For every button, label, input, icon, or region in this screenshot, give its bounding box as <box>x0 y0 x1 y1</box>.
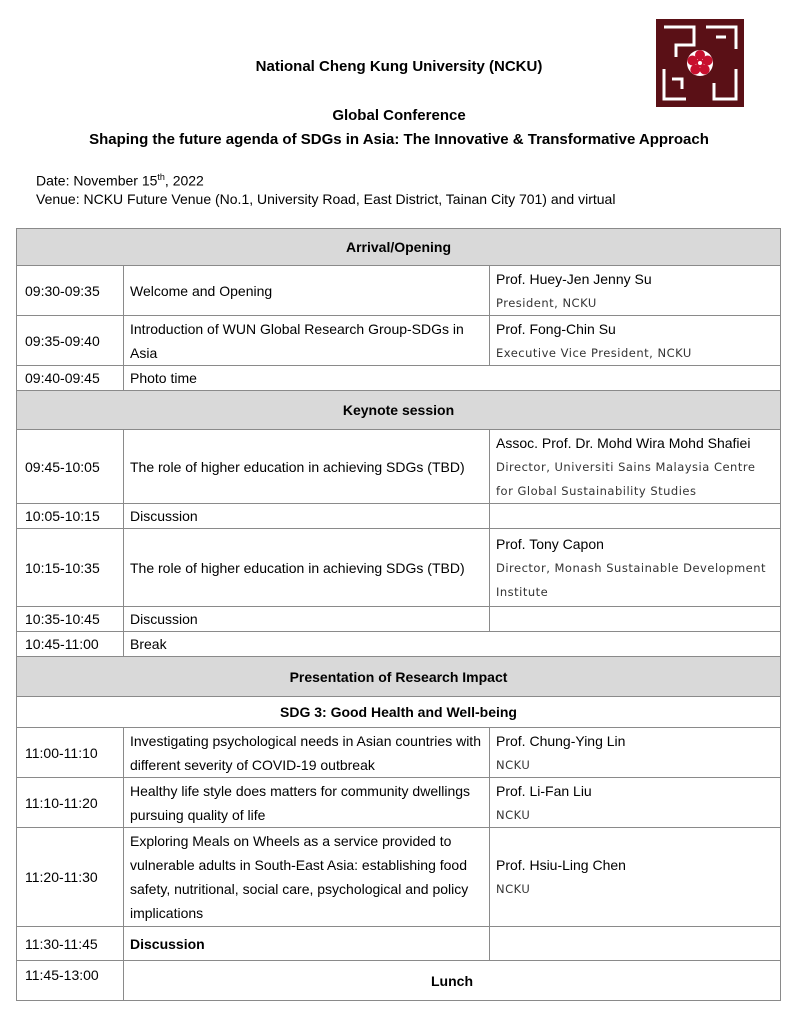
speaker-cell <box>490 266 781 316</box>
speaker-role: Executive Vice President, NCKU <box>496 345 692 360</box>
subsection-header-row <box>17 697 781 728</box>
speaker-cell <box>490 778 781 828</box>
agenda-table <box>16 228 780 1001</box>
agenda-row <box>17 828 781 927</box>
session-title: Discussion <box>124 607 490 632</box>
agenda-row <box>17 607 781 632</box>
time-cell: 10:35-10:45 <box>17 607 124 632</box>
event-venue: Venue: NCKU Future Venue (No.1, University Road, East District, Tainan City 701) and virtual <box>36 191 616 207</box>
agenda-row <box>17 316 781 366</box>
session-title: The role of higher education in achieving SDGs (TBD) <box>124 529 490 607</box>
conference-theme: Shaping the future agenda of SDGs in Asia: The Innovative & Transformative Approach <box>89 131 709 148</box>
subsection-title: SDG 3: Good Health and Well-being <box>17 697 781 728</box>
empty-cell <box>490 607 781 632</box>
time-cell: 11:00-11:10 <box>17 728 124 778</box>
section-title: Presentation of Research Impact <box>17 657 781 697</box>
session-title: Introduction of WUN Global Research Group-SDGs in Asia <box>124 316 490 366</box>
session-title: Investigating psychological needs in Asian countries with different severity of COVID-19 outbreak <box>124 728 490 778</box>
speaker-cell <box>490 728 781 778</box>
time-cell: 10:15-10:35 <box>17 529 124 607</box>
session-title: Discussion <box>124 927 490 961</box>
speaker-role: NCKU <box>496 807 531 822</box>
session-title: Healthy life style does matters for community dwellings pursuing quality of life <box>124 778 490 828</box>
agenda-row <box>17 632 781 657</box>
speaker-cell <box>490 529 781 607</box>
time-cell: 09:30-09:35 <box>17 266 124 316</box>
section-header-row <box>17 657 781 697</box>
speaker-role: Director, Monash Sustainable Development Institute <box>496 560 767 599</box>
empty-cell <box>490 927 781 961</box>
conference-title: Global Conference <box>332 107 466 124</box>
time-cell: 11:10-11:20 <box>17 778 124 828</box>
section-header-row <box>17 229 781 266</box>
speaker-role: NCKU <box>496 757 531 772</box>
speaker-role: President, NCKU <box>496 295 597 310</box>
agenda-row <box>17 728 781 778</box>
session-title: Lunch <box>124 961 781 1001</box>
session-title: Photo time <box>124 366 781 391</box>
speaker-name: Prof. Tony Capon <box>496 535 604 552</box>
speaker-role: Director, Universiti Sains Malaysia Centre for Global Sustainability Studies <box>496 459 756 498</box>
speaker-cell <box>490 316 781 366</box>
session-title: The role of higher education in achieving SDGs (TBD) <box>124 430 490 504</box>
session-title: Welcome and Opening <box>124 266 490 316</box>
speaker-cell <box>490 430 781 504</box>
agenda-row <box>17 778 781 828</box>
speaker-name: Assoc. Prof. Dr. Mohd Wira Mohd Shafiei <box>496 434 751 451</box>
section-title: Arrival/Opening <box>17 229 781 266</box>
event-date: Date: November 15th, 2022 <box>36 172 204 189</box>
agenda-row <box>17 961 781 1001</box>
speaker-name: Prof. Li-Fan Liu <box>496 782 592 799</box>
section-header-row <box>17 391 781 430</box>
time-cell: 11:30-11:45 <box>17 927 124 961</box>
time-cell: 09:35-09:40 <box>17 316 124 366</box>
time-cell: 09:40-09:45 <box>17 366 124 391</box>
time-cell: 10:05-10:15 <box>17 504 124 529</box>
speaker-role: NCKU <box>496 882 531 896</box>
speaker-name: Prof. Huey-Jen Jenny Su <box>496 270 652 287</box>
agenda-row <box>17 927 781 961</box>
session-title: Discussion <box>124 504 490 529</box>
agenda-row <box>17 266 781 316</box>
agenda-row <box>17 504 781 529</box>
speaker-cell <box>490 828 781 927</box>
agenda-row <box>17 366 781 391</box>
agenda-row <box>17 529 781 607</box>
time-cell: 11:45-13:00 <box>17 961 124 1001</box>
session-title: Break <box>124 632 781 657</box>
time-cell: 10:45-11:00 <box>17 632 124 657</box>
speaker-name: Prof. Fong-Chin Su <box>496 320 616 337</box>
time-cell: 11:20-11:30 <box>17 828 124 927</box>
section-title: Keynote session <box>17 391 781 430</box>
speaker-name: Prof. Chung-Ying Lin <box>496 732 626 749</box>
university-title: National Cheng Kung University (NCKU) <box>255 58 543 75</box>
agenda-row <box>17 430 781 504</box>
speaker-name: Prof. Hsiu-Ling Chen <box>496 857 626 873</box>
empty-cell <box>490 504 781 529</box>
time-cell: 09:45-10:05 <box>17 430 124 504</box>
session-title: Exploring Meals on Wheels as a service provided to vulnerable adults in South-East Asia: establishing food safety, nutritional, social care, psychological and policy implications <box>124 828 490 927</box>
